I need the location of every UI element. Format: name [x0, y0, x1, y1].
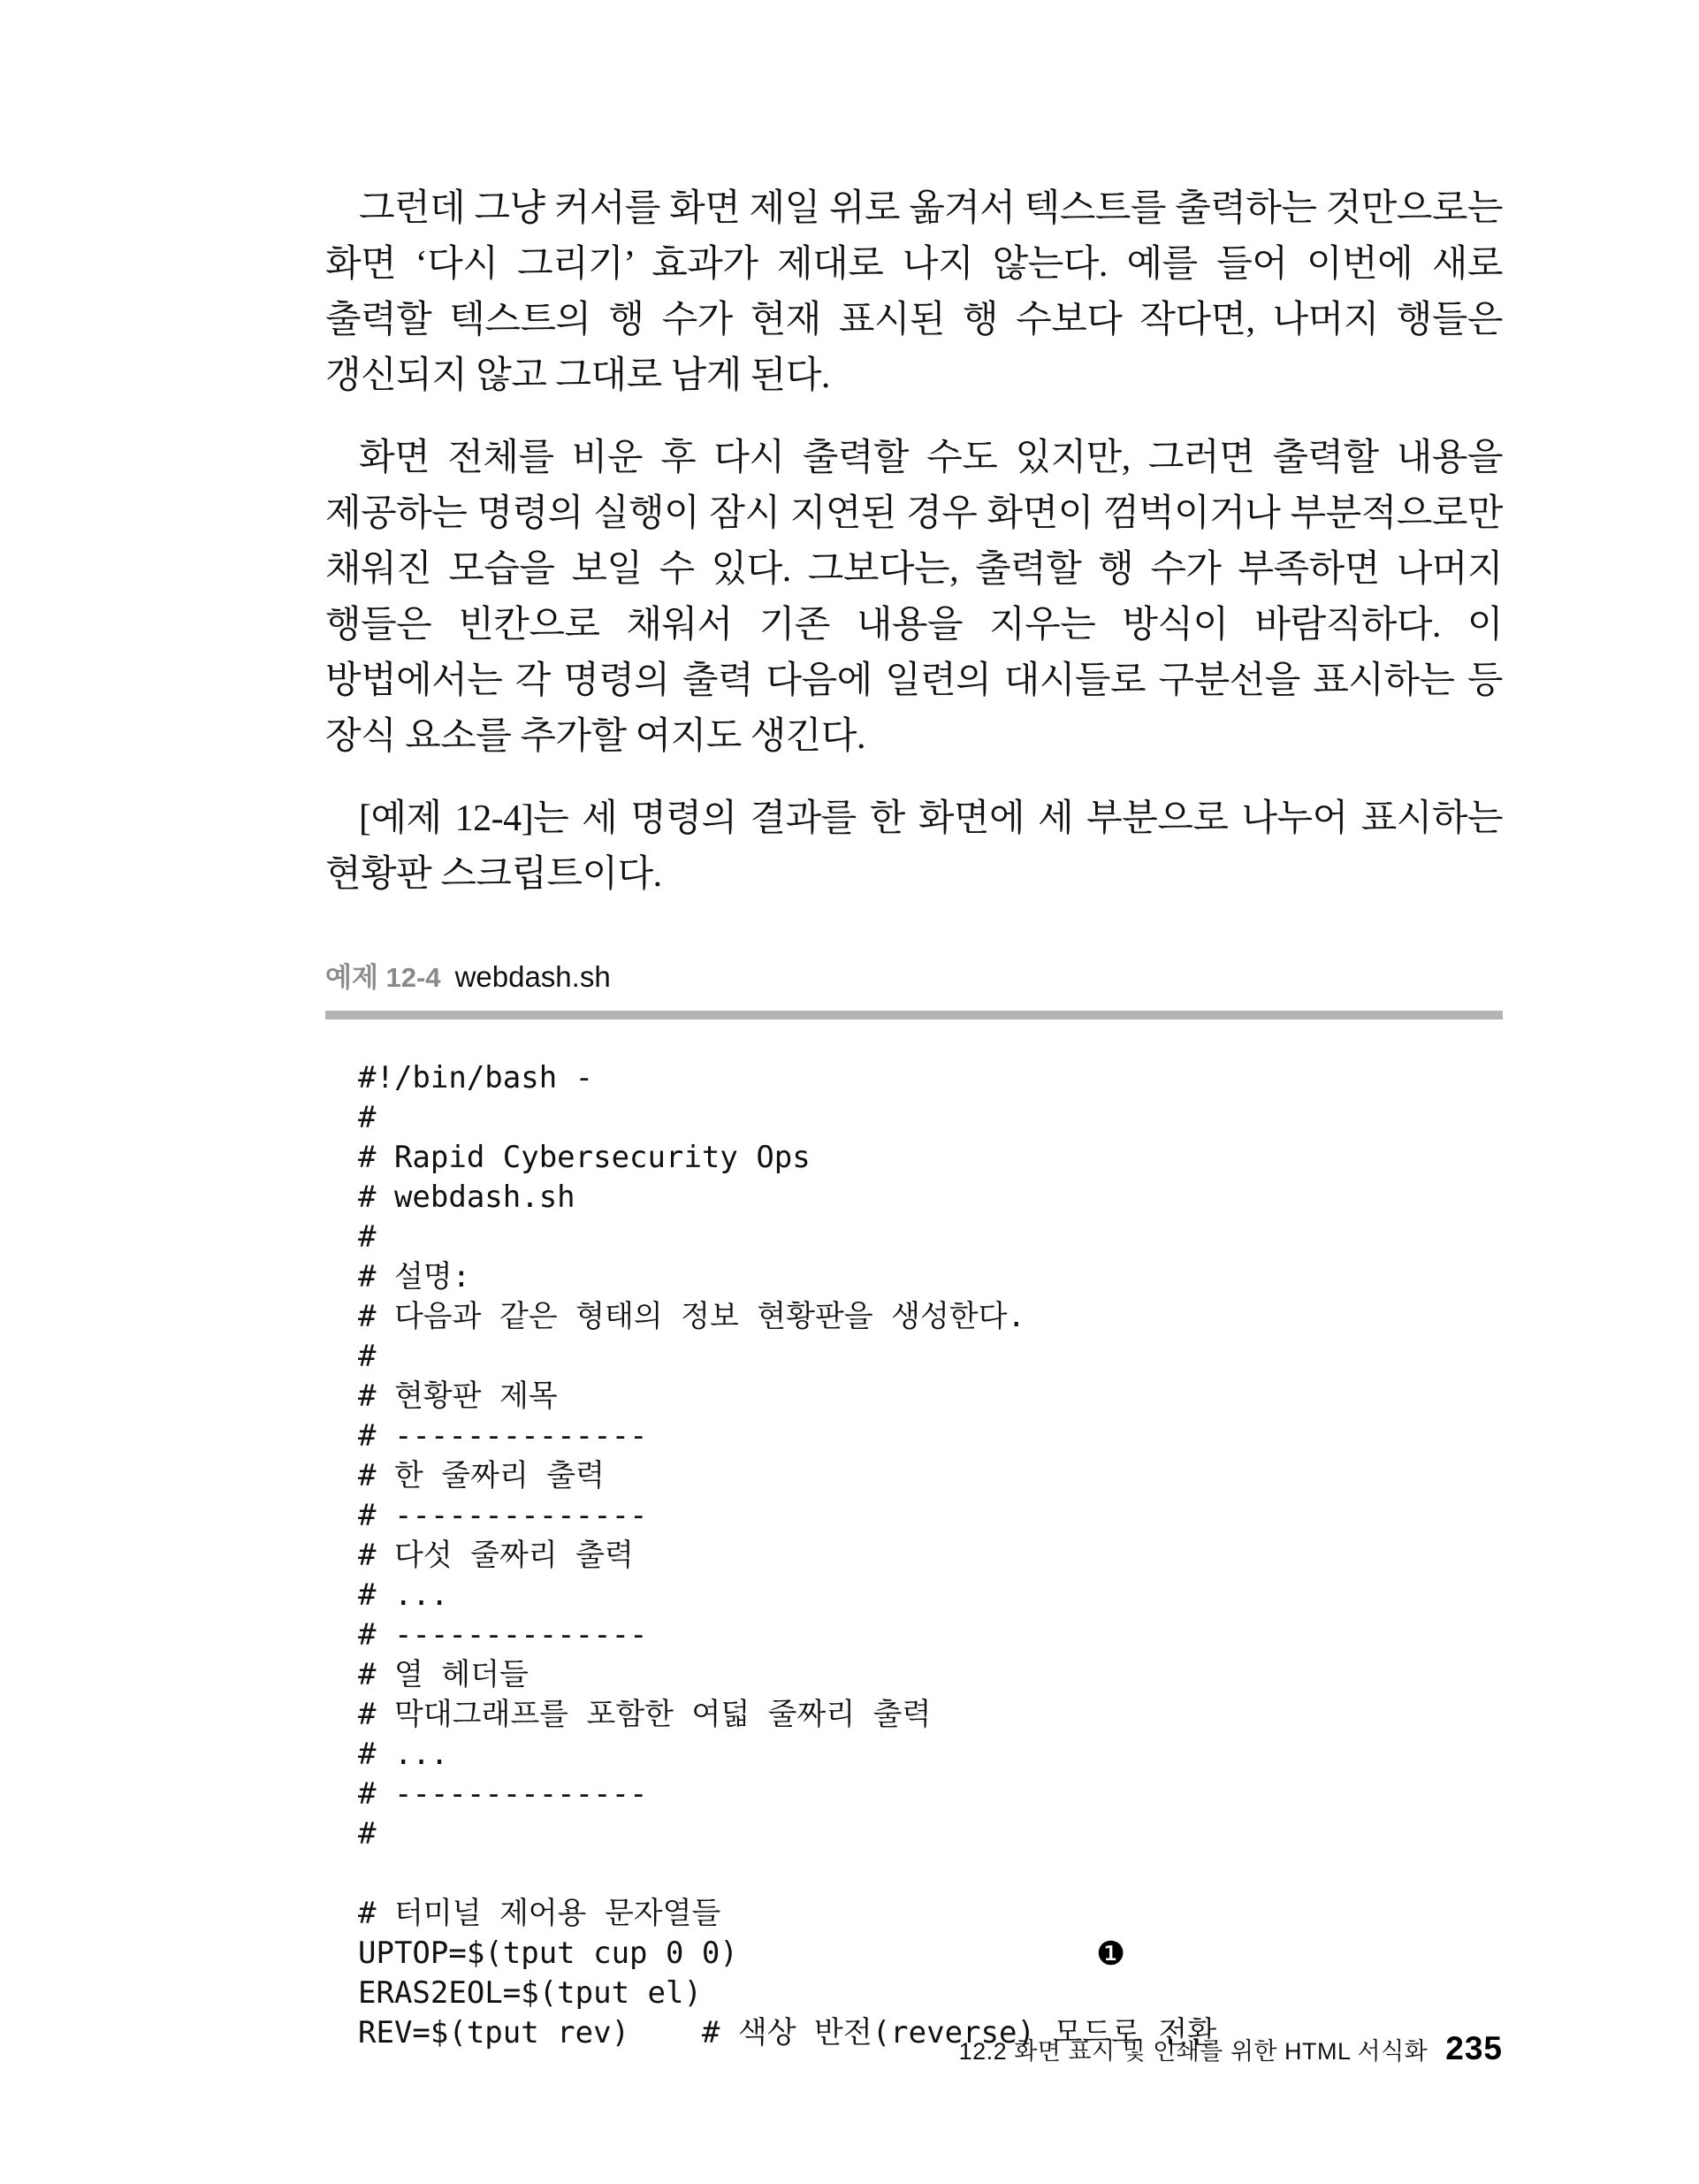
code-line: # — [358, 1816, 377, 1852]
code-block — [325, 1058, 1503, 2053]
code-line: # ... — [358, 1577, 449, 1613]
code-line: # -------------- — [358, 1418, 648, 1454]
code-line: # — [358, 1339, 377, 1374]
code-line: # 막대그래프를 포함한 여덟 줄짜리 출력 — [358, 1697, 932, 1732]
paragraph-2: 화면 전체를 비운 후 다시 출력할 수도 있지만, 그러면 출력할 내용을 제공하는 명령의 실행이 잠시 지연된 경우 화면이 껌벅이거나 부분적으로만 채워진 모습을 보일 수 있다. 그보다는, 출력할 행 수가 부족하면 나머지 행들은 빈칸으로 채워서 기존 내용을 지우는 방식이 바람직하다. 이 방법에서는 각 명령의 출력 다음에 일련의 대시들로 구분선을 표시하는 등 장식 요소를 추가할 여지도 생긴다. — [325, 438, 1503, 757]
footer-page-number: 235 — [1445, 2030, 1503, 2066]
code-line: # ... — [358, 1737, 449, 1772]
code-line — [358, 1854, 1503, 1894]
code-line: # 다음과 같은 형태의 정보 현황판을 생성한다. — [358, 1299, 1025, 1334]
listing-divider-rule — [325, 1011, 1503, 1019]
code-line: # 다섯 줄짜리 출력 — [358, 1538, 634, 1573]
page-content — [325, 181, 1503, 2053]
paragraph-1: 그런데 그냥 커서를 화면 제일 위로 옮겨서 텍스트를 출력하는 것만으로는 화면 ‘다시 그리기’ 효과가 제대로 나지 않는다. 예를 들어 이번에 새로 출력할 텍스트의 행 수가 현재 표시된 행 수보다 작다면, 나머지 행들은 갱신되지 않고 그대로 남게 된다. — [325, 188, 1503, 396]
listing-caption — [325, 958, 1503, 997]
listing-label: 예제 12-4 — [325, 962, 441, 993]
code-line: # 설명: — [358, 1259, 471, 1294]
paragraph-3: [예제 12-4]는 세 명령의 결과를 한 화면에 세 부분으로 나누어 표시하는 현황판 스크립트이다. — [325, 798, 1503, 895]
code-line: UPTOP=$(tput cup 0 0) ❶ — [358, 1935, 1126, 1973]
code-line: #!/bin/bash - — [358, 1060, 594, 1096]
code-line: # 현황판 제목 — [358, 1378, 558, 1414]
listing-title: webdash.sh — [454, 960, 611, 993]
code-line: # Rapid Cybersecurity Ops — [358, 1140, 811, 1175]
code-line: # 열 헤더들 — [358, 1657, 529, 1692]
code-line: # -------------- — [358, 1498, 648, 1533]
code-line: # -------------- — [358, 1617, 648, 1653]
footer-section-title: 12.2 화면 표시 및 인쇄를 위한 HTML 서식화 — [958, 2038, 1429, 2065]
code-line: # — [358, 1100, 377, 1135]
code-line: REV=$(tput rev) # 색상 반전(reverse) 모드로 전환 — [358, 2015, 1217, 2050]
page-footer — [959, 2030, 1503, 2067]
code-line: # 터미널 제어용 문자열들 — [358, 1896, 721, 1931]
code-line: # 한 줄짜리 출력 — [358, 1458, 605, 1493]
callout-1-badge: ❶ — [1096, 1935, 1126, 1973]
code-line: ERAS2EOL=$(tput el) — [358, 1975, 702, 2011]
code-line: # webdash.sh — [358, 1180, 575, 1215]
code-line: # — [358, 1219, 377, 1255]
code-line: # -------------- — [358, 1776, 648, 1812]
